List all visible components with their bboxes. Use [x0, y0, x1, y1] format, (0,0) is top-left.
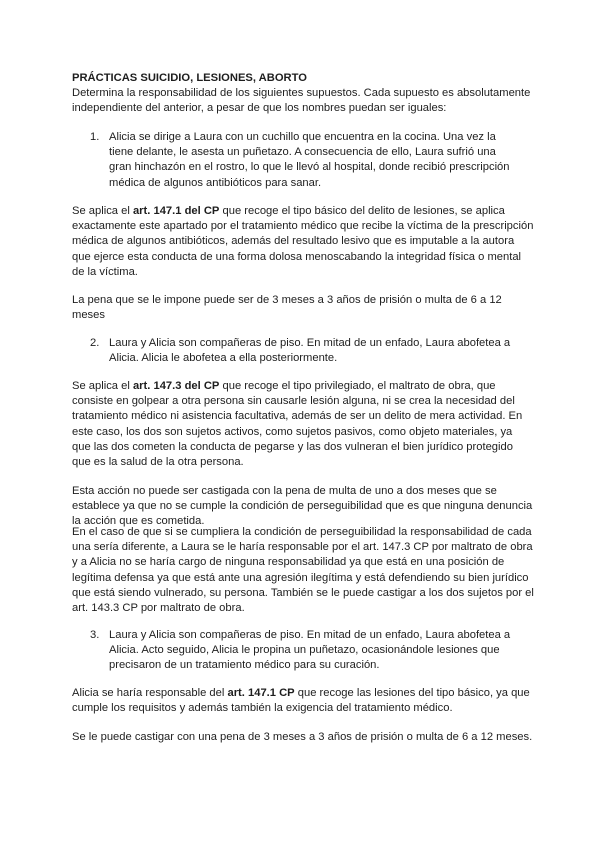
answer-1-paragraph [72, 204, 534, 280]
answer-3-article: art. 147.1 CP [227, 687, 295, 699]
answer-2-pre: Se aplica el [72, 380, 133, 392]
document-title: PRÁCTICAS SUICIDIO, LESIONES, ABORTO [72, 72, 307, 84]
answer-3-paragraph [72, 686, 534, 716]
answer-3-post: que recoge las lesiones del tipo básico, ya que cumple los requisitos y además también la exigencia del tratamiento médico. [72, 687, 530, 715]
answer-2-note-paragraph: Esta acción no puede ser castigada con la pena de multa de uno a dos meses que se establece ya que no se cumple la condición de perseguibilidad que es que ninguna denuncia la acción que es cometida. [72, 485, 533, 528]
penalty-1-paragraph: La pena que se le impone puede ser de 3 meses a 3 años de prisión o multa de 6 a 12 meses [72, 294, 502, 322]
case-1-number: 1. [90, 131, 100, 143]
case-2-number: 2. [90, 337, 100, 349]
answer-2-post: que recoge el tipo privilegiado, el maltrato de obra, que consiste en golpear a otra persona sin causarle lesión alguna, ni se crea la necesidad del tratamiento médico ni asistencia facultativa, además de ser un delito de mera actividad. En este caso, los dos son sujetos activos, como sujetos pasivos, como objeto materiales, ya que las dos cometen la conducta de pegarse y las dos vulneran el bien jurídico protegido que es la salud de la otra persona. [72, 380, 523, 469]
case-1-text: Alicia se dirige a Laura con un cuchillo que encuentra en la cocina. Una vez la tiene delante, le asesta un puñetazo. A consecuencia de ello, Laura sufrió una gran hinchazón en el rostro, lo que le llevó al hospital, donde recibió prescripción médica de algunos antibióticos para sanar. [109, 131, 510, 189]
answer-1-post: que recoge el tipo básico del delito de lesiones, se aplica exactamente este apartado por el tratamiento médico que recibe la víctima de la prescripción médica de algunos antibióticos, además del resultado lesivo que es imputable a la autora que ejerce esta conducta de una forma dolosa menoscabando la integridad física o mental de la víctima. [72, 205, 534, 278]
answer-1-pre: Se aplica el [72, 205, 133, 217]
answer-1-article: art. 147.1 del CP [132, 205, 220, 217]
answer-2-article: art. 147.3 del CP [132, 380, 220, 392]
case-2-text: Laura y Alicia son compañeras de piso. En mitad de un enfado, Laura abofetea a Alicia. Alicia le abofetea a ella posteriormente. [109, 337, 511, 365]
case-3-text: Laura y Alicia son compañeras de piso. En mitad de un enfado, Laura abofetea a Alicia. Acto seguido, Alicia le propina un puñetazo, ocasionándole lesiones que precisaron de un tratamiento médico para su curación. [109, 629, 511, 672]
intro-paragraph: Determina la responsabilidad de los siguientes supuestos. Cada supuesto es absolutamente independiente del anterior, a pesar de que los nombres puedan ser iguales: [72, 87, 531, 115]
answer-3-pre: Alicia se haría responsable del [72, 687, 228, 699]
answer-2-alternative-paragraph: En el caso de que si se cumpliera la condición de perseguibilidad la responsabilidad de cada una sería diferente, a Laura se le haría responsable por el art. 147.3 CP por maltrato de obra y a Alicia no se haría cargo de ninguna responsabilidad ya que está en una posición de legítima defensa ya que está ante una agresión ilegítima y está defendiendo su bien jurídico que está siendo vulnerado, su persona. También se le puede castigar a los dos sujetos por el art. 143.3 CP por maltrato de obra. [72, 526, 534, 615]
answer-2-paragraph [72, 379, 534, 470]
penalty-3-paragraph: Se le puede castigar con una pena de 3 meses a 3 años de prisión o multa de 6 a 12 meses. [72, 731, 533, 743]
case-3-number: 3. [90, 629, 100, 641]
